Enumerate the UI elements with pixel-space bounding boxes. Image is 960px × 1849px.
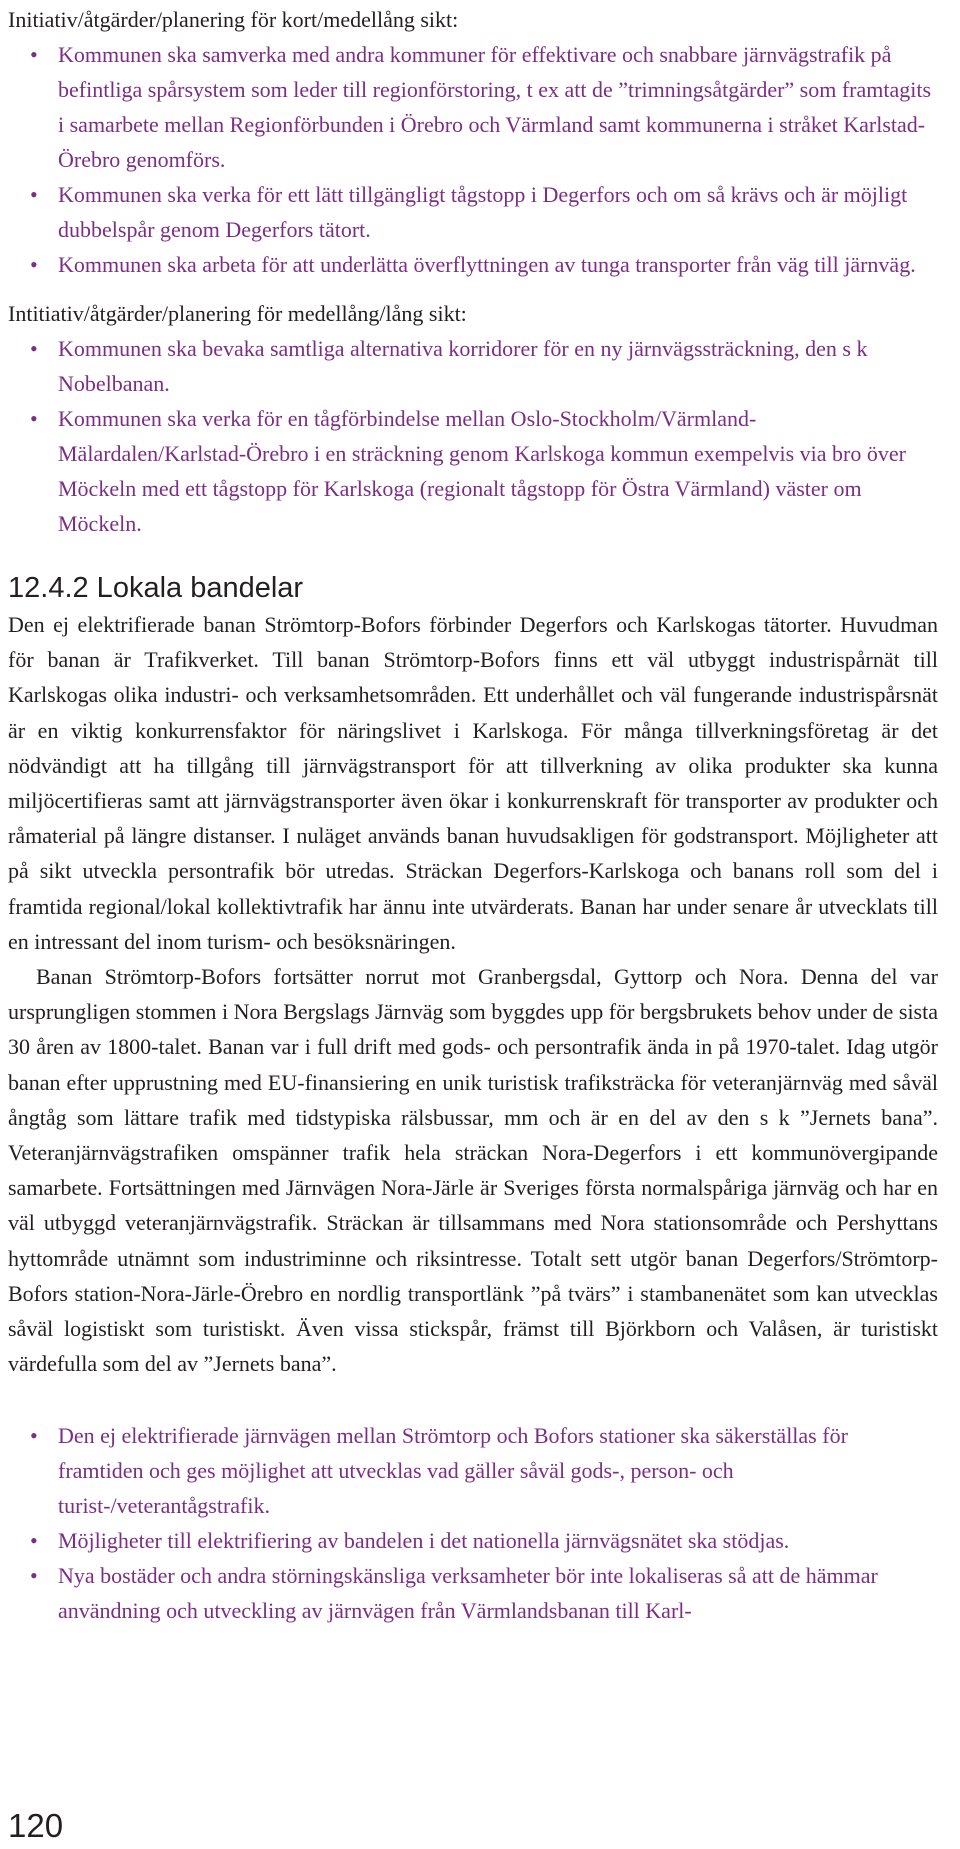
body-paragraph: Banan Strömtorp-Bofors fortsätter norrut mot Granbergsdal, Gyttorp och Nora. Denna del var ursprungligen stommen i Nora Bergslags Järnväg som byggdes upp för bergsbrukets behov under de sista 30 åren av 1800-talet. Banan var i full drift med gods- och persontrafik ända in på 1970-talet. Idag utgör banan efter upprustning med EU-finansiering en unik turistisk trafiksträcka för veteranjärnväg med såväl ångtåg som lättare trafik med tidstypiska rälsbussar, mm och är en del av den s k ”Jernets bana”. Veteranjärnvägstrafiken omspänner trafik hela sträckan Nora-Degerfors i ett kommunövergipande samarbete. Fortsättningen med Järnvägen Nora-Järle är Sveriges första normalspåriga järnväg och har en väl utbyggd veteranjärnvägstrafik. Sträckan är tillsammans med Nora stationsområde och Pershyttans hyttområde utnämnt som industriminne och riksintresse. Totalt sett utgör banan Degerfors/Strömtorp-Bofors station-Nora-Järle-Örebro en nordlig transportlänk ”på tvärs” i stambanenätet som kan utvecklas såväl logistiskt som turistiskt. Även vissa stickspår, främst till Björkborn och Valåsen, är turistiskt värdefulla som del av ”Jernets bana”.: [8, 964, 938, 1377]
short-medium-term-list: [8, 37, 938, 282]
body-paragraph: Den ej elektrifierade banan Strömtorp-Bofors förbinder Degerfors och Karlskogas tätorter. Huvudman för banan är Trafikverket. Till banan Strömtorp-Bofors finns ett väl utbyggt industrispårnät till Karlskogas olika industri- och verksamhetsområden. Ett underhållet och väl fungerande industrispårsnät är en viktig konkurrensfaktor för näringslivet i Karlskoga. För många tillverkningsföretag är det nödvändigt att ha tillgång till järnvägstransport för att tillverkning av olika produkter ska kunna miljöcertifieras samt att järnvägstransporter även ökar i konkurrenskraft för transporter av produkter och råmaterial på längre distanser. I nuläget används banan huvudsakligen för godstransport. Möjligheter att på sikt utveckla persontrafik bör utredas. Sträckan Degerfors-Karlskoga och banans roll som del i framtida regional/lokal kollektivtrafik har ännu inte utvärderats. Banan har under senare år utvecklats till en intressant del inom turism- och besöksnäringen.: [8, 612, 938, 954]
list-item: • Kommunen ska verka för en tågförbindelse mellan Oslo-Stockholm/Värmland-Mälardalen/Karlstad-Örebro i en sträckning genom Karlskoga kommun exempelvis via bro över Möckeln med ett tågstopp för Karlskoga (regionalt tågstopp för Östra Värmland) väster om Möckeln.: [8, 401, 938, 541]
page-number: 120: [8, 1807, 64, 1844]
section-heading: 12.4.2 Lokala bandelar: [8, 572, 304, 604]
list-item: • Kommunen ska samverka med andra kommuner för effektivare och snabbare järnvägstrafik på befintliga spårsystem som leder till regionförstoring, t ex att de ”trimningsåtgärder” som framtagits i samarbete mellan Regionförbunden i Örebro och Värmland samt kommunerna i stråket Karlstad-Örebro genomförs.: [8, 37, 938, 177]
list-item: • Kommunen ska verka för ett lätt tillgängligt tågstopp i Degerfors och om så krävs och är möjligt dubbelspår genom Degerfors tätort.: [8, 177, 938, 247]
medium-long-term-heading: Intitiativ/åtgärder/planering för medellång/lång sikt:: [8, 301, 467, 326]
list-item: • Den ej elektrifierade järnvägen mellan Strömtorp och Bofors stationer ska säkerställas för framtiden och ges möjlighet att utvecklas vad gäller såväl gods-, person- och turist-/veterantågstrafik.: [8, 1418, 938, 1523]
list-item: • Kommunen ska bevaka samtliga alternativa korridorer för en ny järnvägssträckning, den s k Nobelbanan.: [8, 331, 938, 401]
list-item: • Möjligheter till elektrifiering av bandelen i det nationella järnvägsnätet ska stödjas.: [8, 1523, 938, 1558]
recommendations-list: [8, 1418, 938, 1628]
medium-long-term-list: [8, 331, 938, 541]
short-medium-term-heading: Initiativ/åtgärder/planering för kort/medellång sikt:: [8, 7, 459, 32]
list-item: • Nya bostäder och andra störningskänsliga verksamheter bör inte lokaliseras så att de hämmar användning och utveckling av järnvägen från Värmlandsbanan till Karl-: [8, 1558, 938, 1628]
list-item: • Kommunen ska arbeta för att underlätta överflyttningen av tunga transporter från väg till järnväg.: [8, 247, 938, 282]
